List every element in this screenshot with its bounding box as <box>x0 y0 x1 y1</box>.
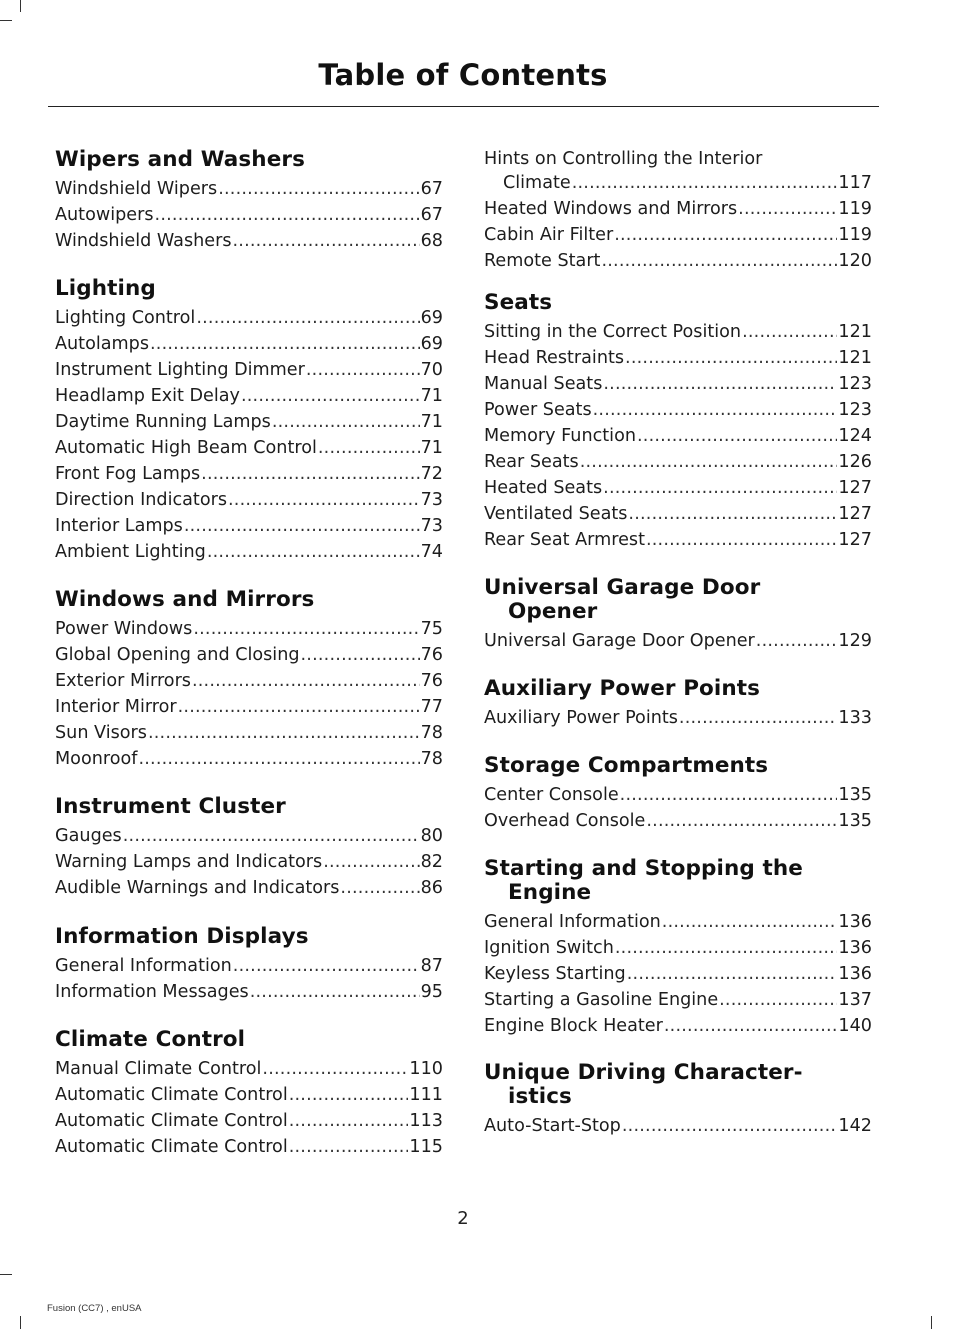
toc-entry-label: Headlamp Exit Delay <box>55 386 240 406</box>
toc-entry[interactable] <box>55 331 443 357</box>
toc-leader-dots <box>301 642 420 668</box>
section-heading-line: Information Displays <box>55 924 309 949</box>
toc-entry-label: Memory Function <box>484 426 636 446</box>
toc-leader-dots <box>192 668 420 694</box>
toc-entry[interactable] <box>55 616 443 642</box>
crop-mark-top-left-h <box>0 20 12 21</box>
toc-leader-dots <box>250 979 420 1005</box>
toc-section <box>484 576 872 654</box>
section-heading[interactable] <box>55 588 443 612</box>
toc-entry-page-number: 86 <box>420 878 443 898</box>
toc-entry[interactable] <box>55 539 443 565</box>
toc-entry-page-number: 136 <box>838 912 872 932</box>
toc-leader-dots <box>664 1013 838 1039</box>
toc-entry[interactable] <box>55 383 443 409</box>
toc-entry-label: Universal Garage Door Opener <box>484 631 755 651</box>
toc-entry-label: Ventilated Seats <box>484 504 628 524</box>
toc-leader-dots <box>289 1134 409 1160</box>
section-heading-line: Opener <box>508 599 598 624</box>
crop-mark-bottom-right-v <box>931 1316 932 1329</box>
toc-entry[interactable] <box>55 305 443 331</box>
toc-leader-dots <box>262 1056 408 1082</box>
toc-leader-dots <box>601 248 837 274</box>
toc-entry[interactable] <box>55 1134 443 1160</box>
toc-leader-dots <box>627 961 838 987</box>
toc-entry-page-number: 73 <box>420 516 443 536</box>
toc-entry-page-number: 121 <box>838 348 872 368</box>
toc-leader-dots <box>241 383 420 409</box>
toc-entry[interactable] <box>484 222 872 248</box>
toc-entry-page-number: 119 <box>838 199 872 219</box>
toc-leader-dots <box>155 202 420 228</box>
toc-entry-list <box>484 628 872 654</box>
section-heading-line: Lighting <box>55 276 156 301</box>
toc-entry[interactable] <box>55 720 443 746</box>
toc-entry[interactable] <box>484 196 872 222</box>
toc-entry[interactable] <box>55 228 443 254</box>
toc-leader-dots <box>228 487 420 513</box>
toc-entry-label: Rear Seats <box>484 452 579 472</box>
toc-section <box>55 277 443 565</box>
toc-entry-label: Ambient Lighting <box>55 542 206 562</box>
toc-entry[interactable] <box>55 694 443 720</box>
toc-entry-page-number: 135 <box>838 785 872 805</box>
toc-leader-dots <box>593 397 838 423</box>
toc-entry[interactable] <box>55 487 443 513</box>
toc-entry-label: Daytime Running Lamps <box>55 412 271 432</box>
section-heading[interactable] <box>484 857 872 905</box>
toc-entry-label: Interior Lamps <box>55 516 183 536</box>
toc-entry[interactable] <box>55 1108 443 1134</box>
toc-entry[interactable] <box>55 357 443 383</box>
toc-entry-label: Automatic Climate Control <box>55 1111 288 1131</box>
toc-entry-label: Power Windows <box>55 619 193 639</box>
toc-entry-label: Automatic High Beam Control <box>55 438 317 458</box>
toc-entry-label: Keyless Starting <box>484 964 626 984</box>
toc-leader-dots <box>218 176 419 202</box>
toc-entry-page-number: 119 <box>838 225 872 245</box>
section-heading[interactable] <box>55 277 443 301</box>
toc-entry[interactable] <box>55 1056 443 1082</box>
toc-entry-page-number: 127 <box>838 478 872 498</box>
toc-entry-page-number: 110 <box>409 1059 443 1079</box>
toc-entry-page-number: 67 <box>420 205 443 225</box>
toc-leader-dots <box>603 475 837 501</box>
toc-entry[interactable] <box>484 248 872 274</box>
toc-leader-dots <box>178 694 420 720</box>
toc-entry-page-number: 115 <box>409 1137 443 1157</box>
toc-entry-page-number: 76 <box>420 645 443 665</box>
toc-entry-page-number: 113 <box>409 1111 443 1131</box>
toc-entry-label: Global Opening and Closing <box>55 645 300 665</box>
toc-entry-label: Center Console <box>484 785 619 805</box>
toc-entry-page-number: 87 <box>420 956 443 976</box>
toc-leader-dots <box>646 527 837 553</box>
toc-entry-list <box>55 823 443 901</box>
toc-entry[interactable] <box>484 782 872 808</box>
toc-entry-label: Automatic Climate Control <box>55 1137 288 1157</box>
section-heading[interactable] <box>484 1061 872 1109</box>
toc-entry[interactable] <box>55 461 443 487</box>
section-heading-line: Unique Driving Character- <box>484 1060 803 1085</box>
toc-entry-label: Ignition Switch <box>484 938 614 958</box>
section-heading-line: Seats <box>484 290 553 315</box>
toc-entry-label: Sun Visors <box>55 723 147 743</box>
section-heading[interactable] <box>484 291 872 315</box>
toc-entry-label: Direction Indicators <box>55 490 227 510</box>
toc-entry[interactable] <box>55 435 443 461</box>
toc-entry[interactable] <box>55 409 443 435</box>
toc-entry[interactable] <box>55 875 443 901</box>
toc-entry-label: Power Seats <box>484 400 592 420</box>
toc-leader-dots <box>756 628 838 654</box>
toc-entry-label: Autolamps <box>55 334 149 354</box>
toc-entry-page-number: 117 <box>838 173 872 193</box>
toc-entry[interactable] <box>484 909 872 935</box>
toc-entry[interactable] <box>55 823 443 849</box>
toc-entry-page-number: 127 <box>838 504 872 524</box>
toc-leader-dots <box>306 357 420 383</box>
toc-leader-dots <box>615 935 838 961</box>
toc-entry-label: Auxiliary Power Points <box>484 708 678 728</box>
toc-entry-page-number: 135 <box>838 811 872 831</box>
toc-leader-dots <box>148 720 420 746</box>
toc-entry-page-number: 142 <box>838 1116 872 1136</box>
toc-leader-dots <box>289 1082 409 1108</box>
toc-entry-label: Remote Start <box>484 251 601 271</box>
toc-leader-dots <box>184 513 420 539</box>
crop-mark-bottom-left-h <box>0 1274 12 1275</box>
toc-section <box>484 754 872 834</box>
toc-entry-page-number: 76 <box>420 671 443 691</box>
section-heading-line: Wipers and Washers <box>55 147 305 172</box>
toc-entry[interactable] <box>484 527 872 553</box>
toc-entry-label: Cabin Air Filter <box>484 225 614 245</box>
toc-entry[interactable] <box>484 935 872 961</box>
section-heading[interactable] <box>55 925 443 949</box>
toc-entry-page-number: 124 <box>838 426 872 446</box>
toc-entry-page-number: 140 <box>838 1016 872 1036</box>
toc-entry-label: Auto-Start-Stop <box>484 1116 621 1136</box>
section-heading-line: Instrument Cluster <box>55 794 286 819</box>
toc-entry[interactable] <box>55 979 443 1005</box>
section-heading-line: istics <box>508 1084 572 1109</box>
toc-entry-page-number: 80 <box>420 826 443 846</box>
toc-entry-page-number: 75 <box>420 619 443 639</box>
toc-entry-label: Audible Warnings and Indicators <box>55 878 340 898</box>
toc-entry[interactable] <box>484 1113 872 1139</box>
toc-entry-label: Windshield Wipers <box>55 179 218 199</box>
toc-leader-dots <box>625 345 837 371</box>
toc-entry[interactable] <box>484 961 872 987</box>
toc-section <box>55 925 443 1005</box>
toc-leader-dots <box>622 1113 838 1139</box>
toc-entry-page-number: 69 <box>420 334 443 354</box>
toc-entry-list <box>484 705 872 731</box>
footer-model-code: Fusion (CC7) , enUSA <box>47 1303 142 1314</box>
toc-entry[interactable] <box>55 849 443 875</box>
toc-entry[interactable] <box>55 176 443 202</box>
crop-mark-bottom-left-v <box>20 1316 21 1329</box>
toc-entry[interactable] <box>55 1082 443 1108</box>
toc-entry[interactable] <box>484 148 872 196</box>
section-heading[interactable] <box>55 795 443 819</box>
toc-entry-label: Engine Block Heater <box>484 1016 663 1036</box>
toc-leader-dots <box>272 409 420 435</box>
toc-section <box>484 1061 872 1139</box>
toc-leader-dots <box>289 1108 409 1134</box>
toc-entry-label: Starting a Gasoline Engine <box>484 990 719 1010</box>
toc-leader-dots <box>323 849 419 875</box>
section-heading-line: Universal Garage Door <box>484 575 761 600</box>
toc-entry-label: Windshield Washers <box>55 231 232 251</box>
toc-entry-page-number: 71 <box>420 386 443 406</box>
toc-entry-list <box>484 1113 872 1139</box>
toc-entry-page-number: 69 <box>420 308 443 328</box>
toc-entry-label: Head Restraints <box>484 348 625 368</box>
toc-entry-page-number: 71 <box>420 412 443 432</box>
toc-section <box>484 677 872 731</box>
toc-entry-label: Gauges <box>55 826 122 846</box>
toc-entry[interactable] <box>55 668 443 694</box>
toc-entry-page-number: 77 <box>420 697 443 717</box>
section-heading[interactable] <box>484 576 872 624</box>
toc-entry-label: Instrument Lighting Dimmer <box>55 360 305 380</box>
toc-entry-label: Lighting Control <box>55 308 196 328</box>
toc-leader-dots <box>679 705 837 731</box>
toc-entry[interactable] <box>55 642 443 668</box>
toc-entry-label: Warning Lamps and Indicators <box>55 852 323 872</box>
toc-entry-label: General Information <box>484 912 661 932</box>
toc-entry-label: Sitting in the Correct Position <box>484 322 742 342</box>
toc-entry-page-number: 73 <box>420 490 443 510</box>
toc-entry-page-number: 136 <box>838 964 872 984</box>
toc-entry-page-number: 126 <box>838 452 872 472</box>
toc-entry-page-number: 121 <box>838 322 872 342</box>
toc-entry-label: Manual Seats <box>484 374 603 394</box>
toc-leader-dots <box>233 228 420 254</box>
toc-entry-page-number: 70 <box>420 360 443 380</box>
toc-entry-page-number: 95 <box>420 982 443 1002</box>
toc-entry[interactable] <box>484 397 872 423</box>
toc-entry-page-number: 74 <box>420 542 443 562</box>
toc-entry[interactable] <box>484 628 872 654</box>
toc-entry[interactable] <box>484 808 872 834</box>
title-divider <box>48 106 879 107</box>
toc-section <box>484 291 872 553</box>
toc-entry-page-number: 71 <box>420 438 443 458</box>
crop-mark-top-left-v <box>20 0 21 12</box>
toc-entry-label: Autowipers <box>55 205 154 225</box>
toc-entry-label: Manual Climate Control <box>55 1059 262 1079</box>
section-heading[interactable] <box>55 148 443 172</box>
toc-entry[interactable] <box>484 319 872 345</box>
toc-entry-page-number: 111 <box>409 1085 443 1105</box>
toc-entry-list <box>484 909 872 1039</box>
section-heading-line: Starting and Stopping the <box>484 856 803 881</box>
toc-leader-dots <box>580 449 838 475</box>
toc-entry[interactable] <box>484 423 872 449</box>
toc-entry-list <box>55 616 443 772</box>
toc-leader-dots <box>123 823 420 849</box>
toc-section <box>55 1028 443 1160</box>
toc-entry[interactable] <box>484 705 872 731</box>
page-number: 2 <box>457 1208 469 1229</box>
toc-entry[interactable] <box>484 449 872 475</box>
toc-section <box>55 795 443 901</box>
toc-leader-dots <box>628 501 837 527</box>
toc-section <box>484 857 872 1039</box>
toc-entry[interactable] <box>484 987 872 1013</box>
toc-leader-dots <box>340 875 419 901</box>
toc-leader-dots <box>738 196 837 222</box>
toc-leader-dots <box>318 435 420 461</box>
toc-leader-dots <box>207 539 420 565</box>
toc-leader-dots <box>193 616 419 642</box>
toc-leader-dots <box>646 808 837 834</box>
toc-entry[interactable] <box>484 475 872 501</box>
section-heading-line: Windows and Mirrors <box>55 587 315 612</box>
toc-entry-list <box>55 1056 443 1160</box>
toc-entry-label: Heated Seats <box>484 478 603 498</box>
toc-entry-label: Interior Mirror <box>55 697 177 717</box>
page-title: Table of Contents <box>318 58 608 92</box>
toc-entry-list <box>484 782 872 834</box>
toc-entry-continuation <box>484 170 872 196</box>
section-heading-line: Climate Control <box>55 1027 246 1052</box>
toc-entry[interactable] <box>484 345 872 371</box>
toc-entry-page-number: 127 <box>838 530 872 550</box>
toc-entry-page-number: 68 <box>420 231 443 251</box>
toc-entry-list <box>55 305 443 565</box>
toc-entry[interactable] <box>484 371 872 397</box>
toc-leader-dots <box>637 423 837 449</box>
toc-entry-page-number: 82 <box>420 852 443 872</box>
toc-entry-page-number: 72 <box>420 464 443 484</box>
toc-entry-label: Information Messages <box>55 982 249 1002</box>
toc-entry[interactable] <box>55 746 443 772</box>
toc-entry-label: Hints on Controlling the Interior <box>484 149 763 169</box>
toc-leader-dots <box>196 305 419 331</box>
toc-leader-dots <box>233 953 420 979</box>
toc-entry-list <box>55 953 443 1005</box>
toc-leader-dots <box>620 782 838 808</box>
toc-entry-label: Climate <box>503 173 571 193</box>
section-heading-line: Auxiliary Power Points <box>484 676 761 701</box>
toc-leader-dots <box>614 222 837 248</box>
toc-entry[interactable] <box>55 953 443 979</box>
toc-section <box>484 148 872 274</box>
toc-leader-dots <box>201 461 419 487</box>
toc-section <box>55 148 443 254</box>
toc-leader-dots <box>150 331 420 357</box>
toc-leader-dots <box>572 170 838 196</box>
toc-entry-page-number: 67 <box>420 179 443 199</box>
toc-entry-page-number: 129 <box>838 631 872 651</box>
toc-entry-label: Exterior Mirrors <box>55 671 191 691</box>
section-heading-line: Engine <box>508 880 592 905</box>
section-heading[interactable] <box>484 754 872 778</box>
toc-entry-label: General Information <box>55 956 232 976</box>
toc-entry-list <box>484 319 872 553</box>
toc-entry-label: Automatic Climate Control <box>55 1085 288 1105</box>
toc-entry-page-number: 133 <box>838 708 872 728</box>
toc-entry-label: Heated Windows and Mirrors <box>484 199 738 219</box>
toc-entry-list <box>55 176 443 254</box>
toc-leader-dots <box>603 371 837 397</box>
toc-entry-list <box>484 148 872 274</box>
toc-entry-label: Front Fog Lamps <box>55 464 201 484</box>
section-heading[interactable] <box>484 677 872 701</box>
toc-entry-label: Overhead Console <box>484 811 646 831</box>
toc-leader-dots <box>662 909 838 935</box>
toc-entry-page-number: 137 <box>838 990 872 1010</box>
toc-leader-dots <box>138 746 419 772</box>
toc-entry-label: Moonroof <box>55 749 138 769</box>
section-heading-line: Storage Compartments <box>484 753 769 778</box>
toc-entry-page-number: 123 <box>838 374 872 394</box>
toc-entry[interactable] <box>484 501 872 527</box>
toc-entry-label: Rear Seat Armrest <box>484 530 645 550</box>
toc-section <box>55 588 443 772</box>
toc-entry-page-number: 120 <box>838 251 872 271</box>
toc-leader-dots <box>719 987 837 1013</box>
toc-entry-page-number: 78 <box>420 723 443 743</box>
toc-entry[interactable] <box>484 1013 872 1039</box>
toc-entry[interactable] <box>55 513 443 539</box>
toc-entry-page-number: 136 <box>838 938 872 958</box>
section-heading[interactable] <box>55 1028 443 1052</box>
toc-entry[interactable] <box>55 202 443 228</box>
toc-entry-page-number: 123 <box>838 400 872 420</box>
toc-leader-dots <box>742 319 837 345</box>
toc-entry-page-number: 78 <box>420 749 443 769</box>
